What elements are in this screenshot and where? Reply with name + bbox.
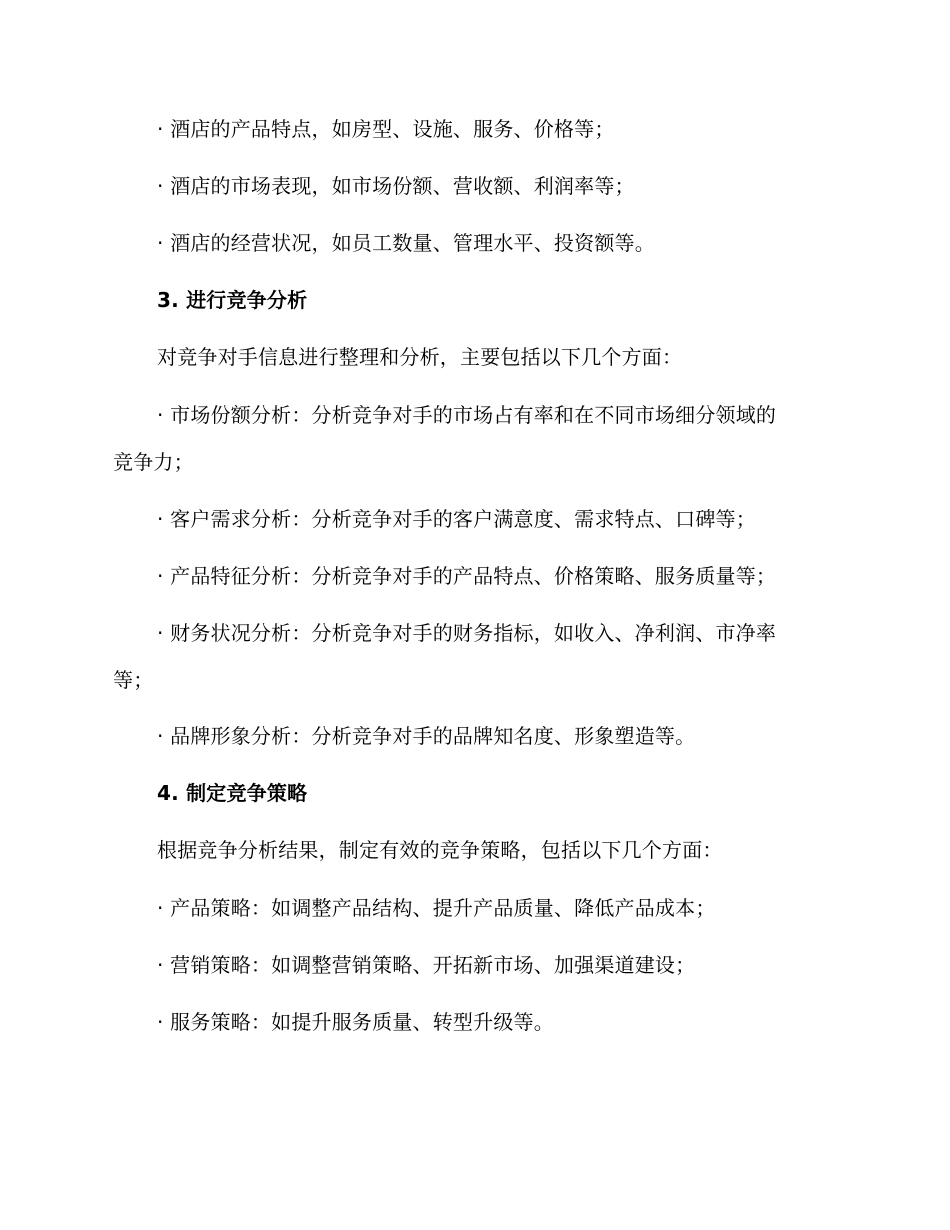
bullet-hotel-product: · 酒店的产品特点，如房型、设施、服务、价格等； [157,117,615,141]
bullet-financial-status: · 财务状况分析：分析竞争对手的财务指标，如收入、净利润、市净率 [157,621,777,645]
bullet-marketing-strategy: · 营销策略：如调整营销策略、开拓新市场、加强渠道建设； [157,953,696,977]
paragraph-intro-analysis: 对竞争对手信息进行整理和分析，主要包括以下几个方面： [157,345,683,369]
bullet-product-features: · 产品特征分析：分析竞争对手的产品特点、价格策略、服务质量等； [157,564,777,588]
bullet-hotel-market: · 酒店的市场表现，如市场份额、营收额、利润率等； [157,174,635,198]
bullet-financial-status-cont: 等； [113,668,154,692]
bullet-product-strategy: · 产品策略：如调整产品结构、提升产品质量、降低产品成本； [157,896,716,920]
paragraph-intro-strategy: 根据竞争分析结果，制定有效的竞争策略，包括以下几个方面： [157,838,723,862]
bullet-brand-image: · 品牌形象分析：分析竞争对手的品牌知名度、形象塑造等。 [157,724,696,748]
section-heading-4: 4. 制定竞争策略 [157,781,308,805]
section-heading-3: 3. 进行竞争分析 [157,288,308,312]
bullet-service-strategy: · 服务策略：如提升服务质量、转型升级等。 [157,1010,554,1034]
bullet-customer-demand: · 客户需求分析：分析竞争对手的客户满意度、需求特点、口碑等； [157,507,756,531]
bullet-market-share-cont: 竞争力； [113,450,194,474]
bullet-market-share: · 市场份额分析：分析竞争对手的市场占有率和在不同市场细分领域的 [157,403,777,427]
bullet-hotel-operations: · 酒店的经营状况，如员工数量、管理水平、投资额等。 [157,231,655,255]
